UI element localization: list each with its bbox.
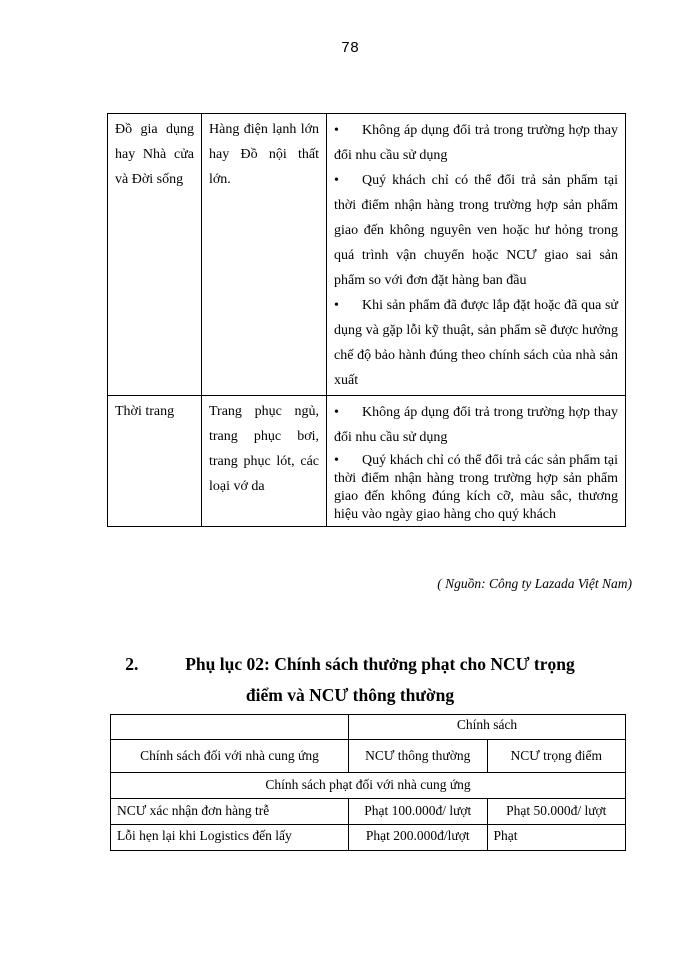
subheader: Chính sách phạt đối với nhà cung ứng — [111, 773, 626, 799]
empty-header-cell — [111, 715, 349, 740]
table-row — [108, 396, 626, 527]
source-note: ( Nguồn: Công ty Lazada Việt Nam) — [437, 576, 632, 591]
category-cell: Thời trang — [108, 396, 202, 527]
products-cell: Hàng điện lạnh lớn hay Đồ nội thất lớn. — [202, 114, 327, 396]
table-row — [111, 825, 626, 851]
policy-cell: Lỗi hẹn lại khi Logistics đến lấy — [111, 825, 349, 851]
list-item: • Quý khách chỉ có thể đổi trả các sản phẩm tại thời điểm nhận hàng trong trường hợp sản phẩm giao đến không đúng kích cỡ, màu sắc, thương hiệu vào ngày giao hàng cho quý khách — [334, 453, 618, 522]
reward-penalty-table — [110, 714, 626, 851]
list-item: • Khi sản phẩm đã được lắp đặt hoặc đã qua sử dụng và gặp lỗi kỹ thuật, sản phẩm sẽ được hưởng chế độ bảo hành đúng theo chính sách của nhà sản xuất — [334, 293, 618, 393]
bullet-icon: • — [334, 173, 339, 188]
bullet-icon: • — [334, 298, 339, 313]
page-number: 78 — [340, 40, 359, 57]
list-item: • Không áp dụng đổi trả trong trường hợp thay đổi nhu cầu sử dụng — [334, 400, 618, 450]
table-row — [108, 114, 626, 396]
group-header: Chính sách — [349, 715, 626, 740]
normal-supplier-cell: Phạt 200.000đ/lượt — [349, 825, 488, 851]
list-item: • Không áp dụng đổi trả trong trường hợp thay đổi nhu cầu sử dụng — [334, 118, 618, 168]
policy-cell — [327, 396, 626, 527]
list-item: • Quý khách chỉ có thể đổi trả sản phẩm tại thời điểm nhận hàng trong trường hợp sản phẩm giao đến không nguyên ven hoặc hư hỏng trong quá trình vận chuyển hoặc NCƯ giao sai sản phẩm so với đơn đặt hàng ban đầu — [334, 168, 618, 293]
column-header: Chính sách đối với nhà cung ứng — [111, 740, 349, 773]
key-supplier-cell: Phạt 50.000đ/ lượt — [487, 799, 626, 825]
bullet-icon: • — [334, 123, 339, 138]
section-heading-line2: điểm và NCƯ thông thường — [245, 685, 455, 705]
section-heading — [0, 654, 700, 675]
policy-cell: NCƯ xác nhận đơn hàng trễ — [111, 799, 349, 825]
policy-cell — [327, 114, 626, 396]
bullet-icon: • — [334, 405, 339, 420]
table-row — [111, 715, 626, 740]
normal-supplier-cell: Phạt 100.000đ/ lượt — [349, 799, 488, 825]
return-policy-table — [107, 113, 626, 527]
bullet-icon: • — [334, 453, 339, 468]
table-row — [111, 740, 626, 773]
products-cell: Trang phục ngủ, trang phục bơi, trang phục lót, các loại vớ da — [202, 396, 327, 527]
table-row — [111, 799, 626, 825]
key-supplier-cell: Phạt — [487, 825, 626, 851]
column-header: NCƯ trọng điểm — [487, 740, 626, 773]
column-header: NCƯ thông thường — [349, 740, 488, 773]
section-title-line1: Phụ lục 02: Chính sách thưởng phạt cho NCƯ trọng — [185, 654, 575, 674]
table-row — [111, 773, 626, 799]
section-number: 2. — [125, 654, 139, 674]
category-cell: Đồ gia dụng hay Nhà cửa và Đời sống — [108, 114, 202, 396]
